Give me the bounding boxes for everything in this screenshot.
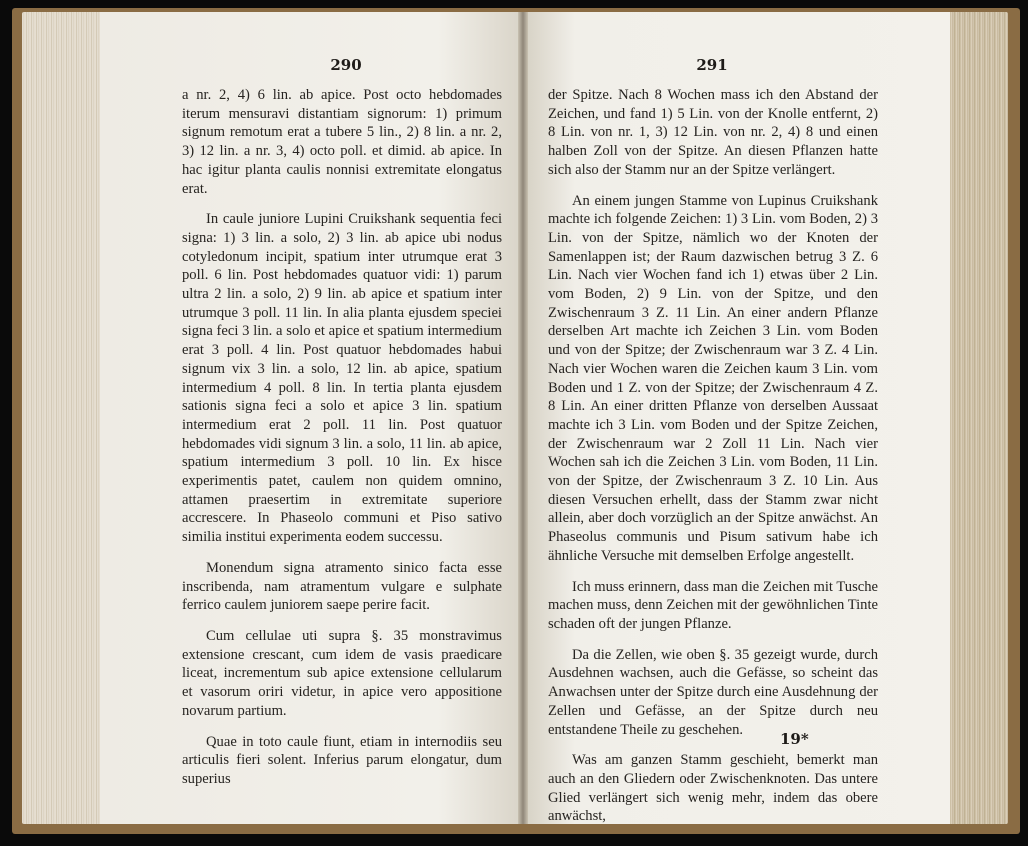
right-page-text xyxy=(548,86,878,838)
signature-mark: 19* xyxy=(780,730,809,748)
right-paragraph: An einem jungen Stamme von Lupinus Cruikshank machte ich folgende Zeichen: 1) 3 Lin. vom Boden, 2) 3 Lin. von der Spitze, nämlich wo der Knoten der Samenlappen ist; der Raum dazwischen betrug 3 Z. 6 Lin. Nach vier Wochen fand ich 1) etwas über 2 Lin. vom Boden, 2) 9 Lin. von der Spitze, und den Zwischenraum 3 Z. 11 Lin. An einer andern Pflanze derselben Art machte ich Zeichen 3 Lin. vom Boden und von der Spitze; der Zwischenraum war 3 Z. 4 Lin. Nach vier Wochen waren die Zeichen kaum 3 Lin. vom Boden und 1 Z. von der Spitze; der Zwischenraum 4 Z. 8 Lin. An einer dritten Pflanze von derselben Aussaat machte ich 3 Lin. vom Boden und der Spitze Zeichen, der Zwischenraum war 2 Zoll 11 Lin. Nach vier Wochen sah ich die Zeichen 3 Lin. vom Boden, 11 Lin. von der Spitze, der Zwischenraum 3 Z. 10 Lin. Aus diesen Versuchen erhellt, dass der Stamm zwar nicht allein, aber doch vorzüglich an der Spitze anwächst. An Phaseolus communis und Pisum sativum habe ich ähnliche Versuche mit demselben Erfolge angestellt. xyxy=(548,192,878,564)
book-gutter xyxy=(518,12,528,824)
left-page-text xyxy=(182,86,502,801)
left-paragraph: Monendum signa atramento sinico facta esse inscribenda, nam atramentum vulgare e sulphate ferrico caulem juniorem saepe perire facit. xyxy=(182,559,502,614)
left-page-number: 290 xyxy=(330,56,362,74)
page-edges-left xyxy=(22,12,102,824)
right-paragraph: Was am ganzen Stamm geschieht, bemerkt man auch an den Gliedern oder Zwischenknoten. Das untere Glied verlängert sich wenig mehr, indem das obere anwächst, xyxy=(548,752,878,825)
right-paragraph: Ich muss erinnern, dass man die Zeichen mit Tusche machen muss, denn Zeichen mit der gewöhnlichen Tinte schaden oft der jungen Pflanze. xyxy=(548,578,879,632)
right-paragraph: der Spitze. Nach 8 Wochen mass ich den Abstand der Zeichen, und fand 1) 5 Lin. von der Knolle entfernt, 2) 8 Lin. von nr. 1, 3) 12 Lin. von nr. 2, 4) 8 und einen halben Zoll von der Spitze. An diesen Pflanzen hatte sich also der Stamm nur an der Spitze verlängert. xyxy=(548,87,878,178)
left-paragraph: Quae in toto caule fiunt, etiam in internodiis seu articulis fieri solent. Inferius parum elongatur, dum superius xyxy=(182,733,502,787)
page-edges-right xyxy=(948,12,1008,824)
right-page-number: 291 xyxy=(696,56,728,74)
left-paragraph: a nr. 2, 4) 6 lin. ab apice. Post octo hebdomades iterum mensuravi distantiam signorum: 1) primum signum remotum erat a tubere 5 lin., 2) 8 lin. a nr. 2, 3) 12 lin. a nr. 3, 4) octo poll. et dimid. ab apice. In hac igitur planta caulis nonnisi extremitate elongatus erat. xyxy=(182,87,502,197)
right-paragraph: Da die Zellen, wie oben §. 35 gezeigt wurde, durch Ausdehnen wachsen, auch die Gefässe, so scheint das Anwachsen unter der Spitze durch eine Ausdehnung der Zellen und Gefässe, an der Spitze durch neu entstandene Theile zu geschehen. xyxy=(548,646,878,738)
left-paragraph: In caule juniore Lupini Cruikshank sequentia feci signa: 1) 3 lin. a solo, 2) 3 lin. ab apice ubi nodus cotyledonum incipit, spatium inter utrumque erat 3 poll. 6 lin. Post hebdomades quatuor vidi: 1) parum ultra 2 lin. a solo, 2) 9 lin. ab apice et spatium inter utrumque 3 poll. 11 lin. In alia planta ejusdem speciei signa feci 3 lin. a solo et apice et spatium intermedium erat 3 poll. 4 lin. Post quatuor hebdomades habui signum vix 3 lin. a solo, 12 lin. ab apice, spatium intermedium 4 poll. 8 lin. In tertia planta ejusdem sationis signa feci a solo et apice 3 lin. spatium intermedium erat 2 poll. 11 lin. Post quatuor hebdomades vidi signum 3 lin. a solo, 11 lin. ab apice, spatium intermedium 3 poll. 10 lin. Ex hisce experimentis patet, caulem non quidem omnino, attamen praesertim in extremitate superiore accrescere. In Phaseolo communi et Piso sativo similia institui experimenta eodem successu. xyxy=(182,211,502,546)
left-paragraph: Cum cellulae uti supra §. 35 monstravimus extensione crescant, cum idem de vasis praedicare liceat, incrementum sub apice extensione cellularum et vasorum oriri videtur, in apice vero appositione novarum partium. xyxy=(182,627,502,719)
